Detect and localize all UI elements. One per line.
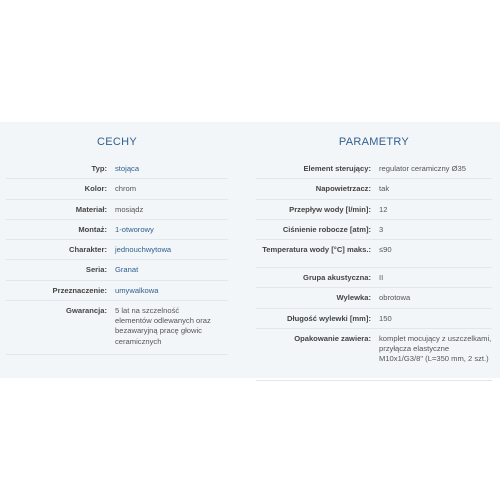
cechy-table (6, 159, 228, 355)
table-row (6, 301, 228, 355)
row-label: Opakowanie zawiera: (294, 333, 371, 343)
row-label: Przepływ wody [l/min]: (289, 204, 371, 214)
row-value: chrom (115, 184, 137, 194)
row-value: 150 (379, 313, 392, 323)
table-row (6, 220, 228, 240)
row-value: regulator ceramiczny Ø35 (379, 164, 466, 173)
row-label: Charakter: (69, 245, 107, 254)
row-value-link[interactable]: stojąca (115, 164, 140, 173)
cechy-section (6, 122, 228, 346)
row-label: Seria: (85, 265, 107, 275)
product-specs-panel (0, 122, 500, 378)
row-label: Typ: (91, 164, 107, 173)
table-row (6, 200, 228, 220)
row-value-link[interactable]: umywalkowa (115, 285, 159, 295)
row-label: Montaż: (78, 224, 107, 234)
row-label: Przeznaczenie: (52, 285, 107, 295)
row-label: Ciśnienie robocze [atm]: (282, 224, 371, 234)
row-value: II (379, 273, 384, 282)
row-label: Kolor: (84, 184, 107, 194)
row-value: 5 lat na szczelność elementów odlewanych oraz bezawaryjną pracę głowic ceramicznych (115, 305, 211, 346)
parametry-heading: PARAMETRY (338, 136, 410, 148)
table-row (256, 309, 492, 329)
table-row (256, 329, 492, 381)
row-value-link[interactable]: 1-otworowy (115, 224, 154, 234)
row-label: Materiał: (75, 204, 107, 214)
table-row (256, 288, 492, 308)
table-row (256, 200, 492, 220)
parametry-section (256, 122, 492, 364)
table-row (256, 268, 492, 288)
row-value: tak (379, 184, 390, 194)
row-value: obrotowa (379, 293, 411, 303)
table-row (256, 220, 492, 240)
row-label: Grupa akustyczna: (303, 273, 371, 282)
table-row (6, 159, 228, 179)
table-row (256, 159, 492, 179)
table-row (6, 240, 228, 260)
row-value: 3 (379, 224, 384, 234)
table-row (6, 281, 228, 301)
row-label: Wylewka: (336, 293, 371, 303)
row-label: Element sterujący: (303, 164, 371, 173)
row-value: komplet mocujący z uszczelkami, przyłącza elastyczne M10x1/G3/8" (L=350 mm, 2 szt.) (379, 333, 492, 364)
row-label: Gwarancja: (66, 305, 107, 315)
row-value-link[interactable]: Granat (115, 265, 139, 275)
parametry-table (256, 159, 492, 381)
row-label: Napowietrzacz: (315, 184, 371, 194)
table-row (256, 179, 492, 199)
row-value: mosiądz (115, 204, 144, 214)
row-label: Długość wylewki [mm]: (287, 313, 371, 323)
row-value: 12 (379, 204, 388, 214)
cechy-heading: CECHY (96, 136, 137, 148)
table-row (256, 240, 492, 268)
row-label: Temperatura wody [°C] maks.: (262, 245, 371, 254)
table-row (6, 179, 228, 199)
table-row (6, 260, 228, 280)
row-value: ≤90 (379, 245, 392, 254)
row-value-link[interactable]: jednouchwytowa (115, 245, 172, 254)
